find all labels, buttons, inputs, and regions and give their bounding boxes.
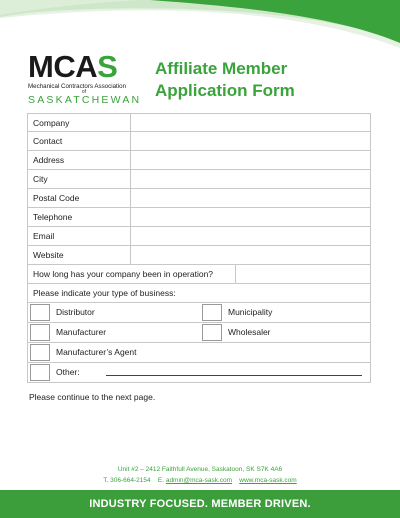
business-type-row-2: [27, 323, 371, 343]
municipality-label: Municipality: [228, 307, 273, 317]
footer-email-prefix: E.: [157, 477, 165, 484]
company-field[interactable]: [130, 114, 131, 131]
tagline-bar: INDUSTRY FOCUSED. MEMBER DRIVEN.: [0, 490, 400, 518]
contact-row: [27, 132, 371, 151]
city-label: City: [33, 174, 48, 184]
other-label: Other:: [56, 367, 80, 377]
years-in-operation-row: [27, 265, 371, 284]
company-row: [27, 113, 371, 132]
postal-code-field[interactable]: [130, 189, 131, 207]
email-label: Email: [33, 231, 55, 241]
address-field[interactable]: [130, 151, 131, 169]
telephone-label: Telephone: [33, 212, 73, 222]
footer-address: Unit #2 – 2412 Faithfull Avenue, Saskatoon, SK S7K 4A6: [117, 466, 283, 473]
city-row: [27, 170, 371, 189]
contact-field[interactable]: [130, 132, 131, 150]
website-row: [27, 246, 371, 265]
business-type-row-1: [27, 303, 371, 323]
logo-of: of: [81, 89, 87, 95]
manufacturers-agent-label: Manufacturer’s Agent: [56, 347, 137, 357]
years-in-operation-field[interactable]: [235, 265, 236, 283]
postal-code-label: Postal Code: [33, 193, 80, 203]
distributor-label: Distributor: [56, 307, 95, 317]
business-type-prompt: Please indicate your type of business:: [33, 288, 176, 298]
wholesaler-checkbox[interactable]: [202, 324, 222, 341]
form-title-line1: Affiliate Member: [155, 59, 288, 78]
footer-email-link[interactable]: admin@mca-sask.com: [165, 477, 233, 484]
wholesaler-label: Wholesaler: [228, 327, 271, 337]
footer-website-link[interactable]: www.mca-sask.com: [239, 477, 297, 484]
mcas-logo: [28, 49, 142, 106]
other-field[interactable]: [106, 375, 362, 376]
continue-note: Please continue to the next page.: [29, 392, 156, 402]
company-label: Company: [33, 118, 70, 128]
logo-subtitle: Mechanical Contractors Association: [28, 83, 127, 90]
email-field[interactable]: [130, 227, 131, 245]
business-type-row-4: [27, 363, 371, 383]
logo-mark: MCAS: [28, 49, 118, 84]
address-row: [27, 151, 371, 170]
logo-province: SASKATCHEWAN: [28, 94, 142, 106]
footer-contact: [0, 476, 400, 486]
years-in-operation-label: How long has your company been in operation?: [33, 269, 214, 279]
business-type-prompt-row: [27, 284, 371, 303]
website-field[interactable]: [130, 246, 131, 264]
manufacturer-label: Manufacturer: [56, 327, 107, 337]
manufacturers-agent-checkbox[interactable]: [30, 344, 50, 361]
contact-label: Contact: [33, 136, 63, 146]
website-label: Website: [33, 250, 64, 260]
city-field[interactable]: [130, 170, 131, 188]
form-title-line2: Application Form: [155, 81, 295, 100]
distributor-checkbox[interactable]: [30, 304, 50, 321]
manufacturer-checkbox[interactable]: [30, 324, 50, 341]
telephone-row: [27, 208, 371, 227]
municipality-checkbox[interactable]: [202, 304, 222, 321]
email-row: [27, 227, 371, 246]
other-checkbox[interactable]: [30, 364, 50, 381]
form-title: [155, 58, 295, 102]
business-type-row-3: [27, 343, 371, 363]
telephone-field[interactable]: [130, 208, 131, 226]
application-form: [27, 113, 371, 383]
postal-code-row: [27, 189, 371, 208]
footer-phone: T. 306-664-2154: [103, 477, 151, 484]
address-label: Address: [33, 155, 65, 165]
